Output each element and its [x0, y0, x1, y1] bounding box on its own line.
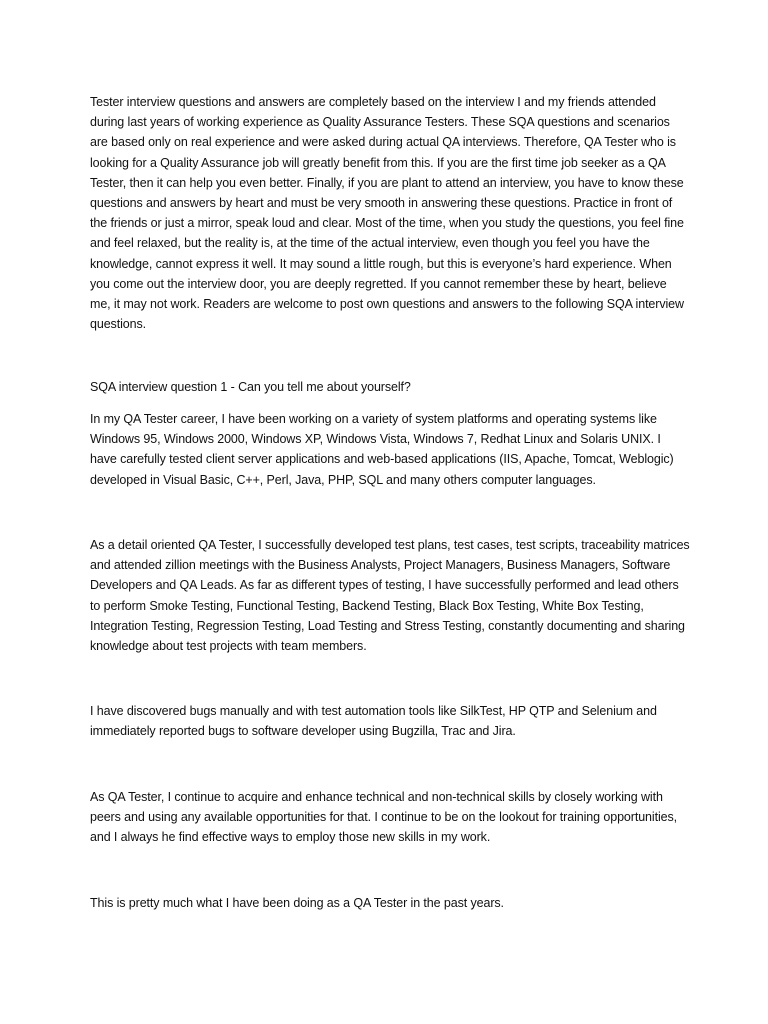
answer-paragraph-5: This is pretty much what I have been doing as a QA Tester in the past years. — [90, 896, 504, 910]
answer-paragraph-4: As QA Tester, I continue to acquire and enhance technical and non-technical skills by closely working with peers and using any available opportunities for that. I continue to be on the lookout for training opportunities, and I always he find effective ways to employ those new skills in my work. — [90, 790, 678, 845]
answer-paragraph-1: In my QA Tester career, I have been working on a variety of system platforms and operating systems like Windows 95, Windows 2000, Windows XP, Windows Vista, Windows 7, Redhat Linux and Solaris UNIX. I have carefully tested client server applications and web-based applications (IIS, Apache, Tomcat, Weblogic) developed in Visual Basic, C++, Perl, Java, PHP, SQL and many others computer languages. — [90, 412, 674, 487]
answer-paragraph-2: As a detail oriented QA Tester, I successfully developed test plans, test cases, test scripts, traceability matrices and attended zillion meetings with the Business Analysts, Project Managers, Business Managers, Software Developers and QA Leads. As far as different types of testing, I have successfully performed and lead others to perform Smoke Testing, Functional Testing, Backend Testing, Black Box Testing, White Box Testing, Integration Testing, Regression Testing, Load Testing and Stress Testing, constantly documenting and sharing knowledge about test projects with team members. — [90, 538, 690, 654]
intro-paragraph: Tester interview questions and answers are completely based on the interview I and my friends attended during last years of working experience as Quality Assurance Testers. These SQA questions and scenarios are based only on real experience and were asked during actual QA interviews. Therefore, QA Tester who is looking for a Quality Assurance job will greatly benefit from this. If you are the first time job seeker as a QA Tester, then it can help you even better. Finally, if you are plant to attend an interview, you have to know these questions and answers by heart and must be very smooth in answering these questions. Practice in front of the friends or just a mirror, speak loud and clear. Most of the time, when you study the questions, you feel fine and feel relaxed, but the reality is, at the time of the actual interview, even though you feel you have the knowledge, cannot express it well. It may sound a little rough, but this is everyone’s hard experience. When you come out the interview door, you are deeply regretted. If you cannot remember these by heart, believe me, it may not work. Readers are welcome to post own questions and answers to the following SQA interview questions. — [90, 95, 684, 332]
question-heading: SQA interview question 1 - Can you tell me about yourself? — [90, 380, 411, 394]
answer-paragraph-3: I have discovered bugs manually and with test automation tools like SilkTest, HP QTP and Selenium and immediately reported bugs to software developer using Bugzilla, Trac and Jira. — [90, 704, 657, 739]
